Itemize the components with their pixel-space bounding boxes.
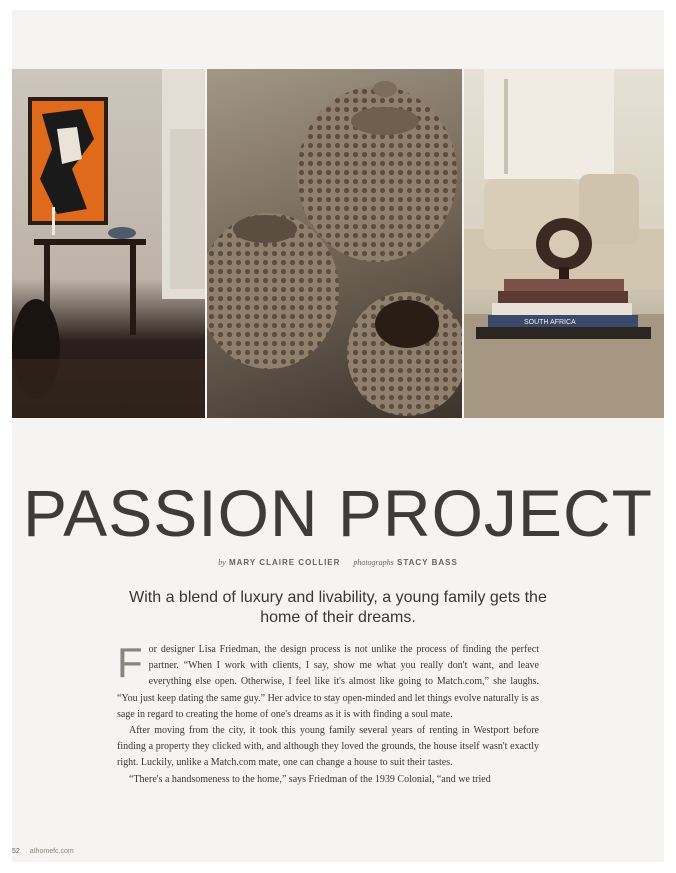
- photo-hallway-console: [12, 69, 205, 418]
- paragraph-text: or designer Lisa Friedman, the design process is not unlike the process of finding the perfect partner. “When I work with clients, I say, show me what you really don't want, and leave everything else open. Otherwise, I feel like it's almost like going to Match.com,” she laughs. “You just keep dating the same guy.” Her advice to stay open-minded and let things evolve naturally is as sage in regard to creating the home of one's dreams as it is with finding a soul mate.: [117, 644, 539, 720]
- byline-author: MARY CLAIRE COLLIER: [228, 558, 341, 567]
- article-body: [117, 639, 539, 788]
- byline-photo-label: photographs: [353, 558, 394, 567]
- byline-by-label: by: [218, 558, 226, 567]
- magazine-page: [12, 10, 664, 862]
- article-deck: With a blend of luxury and livability, a young family gets the home of their dreams.: [129, 589, 547, 626]
- byline: [12, 558, 664, 567]
- paragraph: After moving from the city, it took this young family several years of renting in Westport before finding a property they clicked with, and although they loved the grounds, the house itself wasn't exactly right. Luckily, unlike a Match.com mate, one can change a house to suit their tastes.: [117, 725, 539, 769]
- photo-ceramic-vessels: [207, 69, 462, 418]
- footer-url: athomefc.com: [29, 848, 74, 855]
- byline-photographer: STACY BASS: [397, 558, 458, 567]
- article-title: PASSION PROJECT: [23, 476, 653, 550]
- paragraph: [117, 639, 539, 723]
- paragraph: “There's a handsomeness to the home,” says Friedman of the 1939 Colonial, “and we tried: [129, 773, 491, 785]
- page-footer: [12, 848, 74, 855]
- book-spine-label: SOUTH AFRICA: [524, 319, 576, 326]
- photo-coffee-table-books: [464, 69, 664, 418]
- page-number: 52: [12, 848, 20, 855]
- drop-cap: F: [117, 639, 143, 686]
